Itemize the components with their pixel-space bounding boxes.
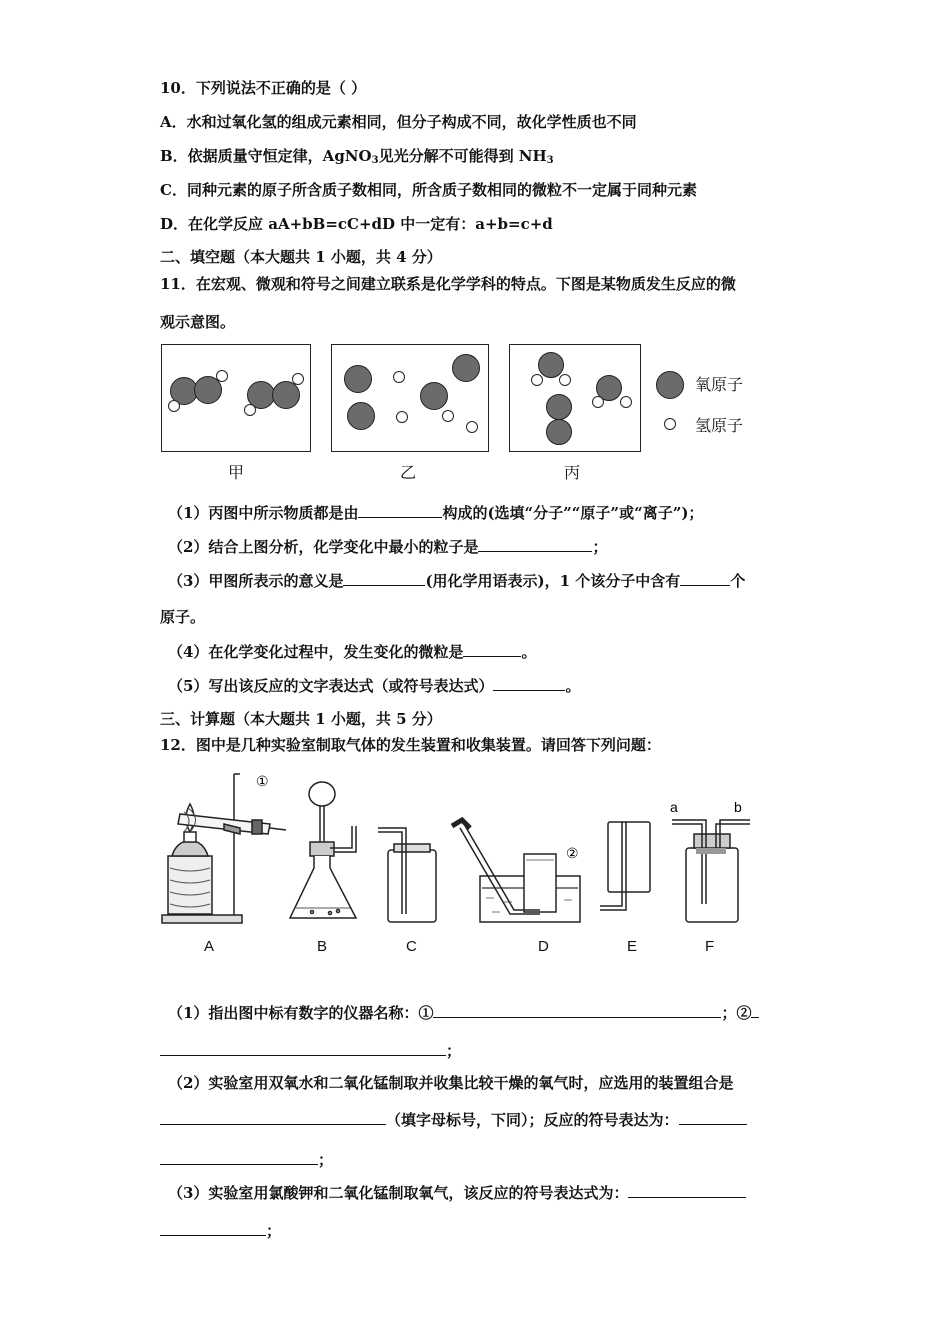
q10-option-a[interactable]: A．水和过氧化氢的组成元素相同，但分子构成不同，故化学性质也不同 [160,113,637,131]
answer-blank[interactable] [478,537,592,552]
q12-part-2-cont2 [160,1150,333,1170]
hydrogen-atom [531,374,543,386]
hydrogen-atom [466,421,478,433]
answer-blank[interactable] [160,1150,318,1165]
q12-p1-text-b: ；② [721,1004,752,1022]
q11-p4-text-a: （4）在化学变化过程中，发生变化的微粒是 [168,643,464,661]
answer-blank[interactable] [628,1183,746,1198]
answer-blank[interactable] [160,1110,386,1125]
answer-blank[interactable] [160,1041,446,1056]
oxygen-atom [546,419,572,445]
apparatus-b [290,782,356,918]
answer-blank[interactable] [160,1221,266,1236]
legend-oxygen-icon [656,371,684,399]
q11-part-1 [168,503,703,523]
q11-p5-text-a: （5）写出该反应的文字表达式（或符号表达式） [168,677,494,695]
q11-stem-1: 11．在宏观、微观和符号之间建立联系是化学学科的特点。下图是某物质发生反应的微 [160,275,736,293]
q11-part-3-cont: 原子。 [160,608,206,626]
hydrogen-atom [592,396,604,408]
q12-part-2: （2）实验室用双氧水和二氧化锰制取并收集比较干燥的氧气时，应选用的装置组合是 [168,1074,734,1092]
box-yi [331,344,489,452]
q11-p2-text-b: ； [592,538,608,556]
q12-p1-text-a: （1）指出图中标有数字的仪器名称：① [168,1004,434,1022]
legend-oxygen-label: 氧原子 [695,375,744,394]
q12-stem: 12．图中是几种实验室制取气体的发生装置和收集装置。请回答下列问题： [160,736,661,754]
hydrogen-atom [168,400,180,412]
label-c: C [406,938,417,955]
q10-option-b[interactable] [160,146,554,171]
label-f: F [705,938,715,955]
box-jia [161,344,311,452]
q11-p2-text-a: （2）结合上图分析，化学变化中最小的粒子是 [168,538,479,556]
caption-jia: 甲 [227,463,244,482]
apparatus-f [672,820,750,922]
q11-p3-text-b: (用化学用语表示)，1 个该分子中含有 [425,572,681,590]
q10-stem: 10．下列说法不正确的是（ ） [160,79,367,97]
oxygen-atom [347,402,375,430]
answer-blank[interactable] [680,571,730,586]
box-bing [509,344,641,452]
oxygen-atom [420,382,448,410]
label-a: A [204,938,215,955]
q11-p1-text-a: （1）丙图中所示物质都是由 [168,504,359,522]
oxygen-atom [344,365,372,393]
answer-blank[interactable] [751,1003,759,1018]
apparatus-a [162,774,286,923]
section-2-title: 二、填空题（本大题共 1 小题，共 4 分） [160,248,442,266]
hydrogen-atom [393,371,405,383]
hydrogen-atom [442,410,454,422]
answer-blank[interactable] [493,676,565,691]
oxygen-atom [272,381,300,409]
q11-stem-2: 观示意图。 [160,313,236,331]
caption-yi: 乙 [399,463,416,482]
q10-option-d[interactable]: D．在化学反应 aA+bB=cC+dD 中一定有：a+b=c+d [160,215,553,233]
answer-blank[interactable] [433,1003,721,1018]
q11-p1-text-b: 构成的(选填“分子”“原子”或“离子”)； [442,504,704,522]
mark-b: b [734,799,742,815]
lab-apparatus-figure [160,768,800,963]
apparatus-d [452,820,580,922]
q12-p3-text-b: ； [266,1222,282,1240]
apparatus-c [378,828,436,922]
legend-hydrogen-icon [664,418,676,430]
q12-part-3-cont [160,1221,281,1241]
hydrogen-atom [620,396,632,408]
oxygen-atom [546,394,572,420]
q10-optb-sub2: 3 [546,155,554,166]
hydrogen-atom [396,411,408,423]
q12-part-3 [168,1183,746,1203]
q12-p2-text-c: ； [318,1151,334,1169]
caption-bing: 丙 [563,463,580,482]
q10-option-c[interactable]: C．同种元素的原子所含质子数相同，所含质子数相同的微粒不一定属于同种元素 [160,181,697,199]
label-d: D [538,938,549,955]
mark-2: ② [566,845,579,861]
answer-blank[interactable] [679,1110,747,1125]
oxygen-atom [538,352,564,378]
q11-part-3 [168,571,745,591]
answer-blank[interactable] [463,642,521,657]
q12-part-1 [168,1003,759,1023]
hydrogen-atom [216,370,228,382]
hydrogen-atom [292,373,304,385]
q11-p4-text-b: 。 [521,643,537,661]
label-e: E [627,938,638,955]
section-3-title: 三、计算题（本大题共 1 小题，共 5 分） [160,710,442,728]
hydrogen-atom [559,374,571,386]
q10-optb-mid: 见光分解不可能得到 NH [378,147,547,165]
mark-a: a [670,799,678,815]
q10-optb-pre: B．依据质量守恒定律，AgNO [160,147,372,165]
q12-p2-text-b: （填字母标号，下同）；反应的符号表达为： [386,1111,679,1129]
mark-1: ① [256,773,269,789]
answer-blank[interactable] [343,571,425,586]
q12-part-2-cont [160,1110,747,1130]
q12-p1-text-c: ； [446,1042,462,1060]
answer-blank[interactable] [358,503,442,518]
q10-optb-sub1: 3 [371,155,379,166]
legend-hydrogen-label: 氢原子 [695,416,744,435]
apparatus-e [600,822,650,910]
label-b: B [317,938,328,955]
oxygen-atom [452,354,480,382]
q11-part-5 [168,676,580,696]
hydrogen-atom [244,404,256,416]
q12-part-1-cont [160,1041,461,1061]
q11-p5-text-b: 。 [565,677,581,695]
q11-p3-text-a: （3）甲图所表示的意义是 [168,572,344,590]
q12-p3-text-a: （3）实验室用氯酸钾和二氧化锰制取氧气，该反应的符号表达式为： [168,1184,629,1202]
q11-part-4 [168,642,536,662]
q11-part-2 [168,537,607,557]
q11-p3-text-c: 个 [730,572,746,590]
